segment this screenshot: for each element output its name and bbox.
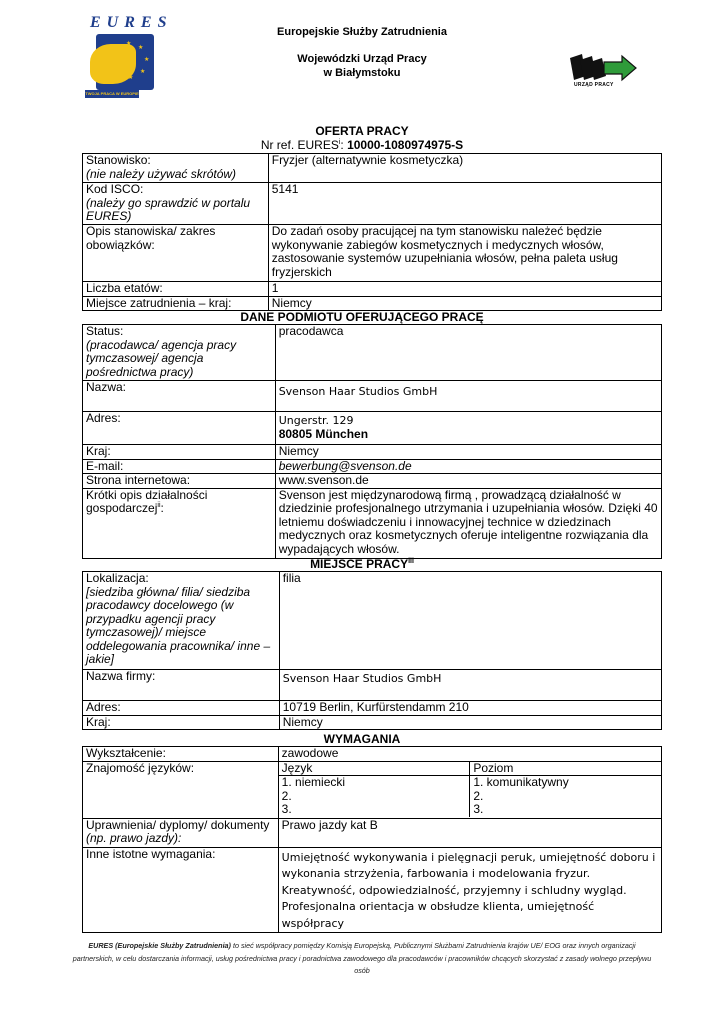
isco-value: 5141 (268, 183, 661, 225)
header-line-1: Europejskie Służby Zatrudnienia (277, 26, 447, 38)
employer-section-title: DANE PODMIOTU OFERUJĄCEGO PRACĘ (240, 310, 484, 324)
offer-title: OFERTA PRACY (315, 124, 409, 138)
activity-value: Svenson jest międzynarodową firmą , prowadzącą działalność w dziedzinie profesjonalnego utrzymania i uzupełniania włosów. Dzięki 40 letniemu doświadczeniu i innowacyjnej technice w dziedzinach medycznych oraz kosmetycznych oferuje inteligentne rozwiązania dla wypadających włosów. (275, 488, 661, 558)
position-label: Stanowisko: (86, 153, 151, 167)
workplace-country-label: Kraj: (83, 715, 280, 730)
status-value: pracodawca (275, 325, 661, 381)
footer-lead: EURES (Europejskie Służby Zatrudnienia) (88, 941, 231, 950)
level-col-header: Poziom (470, 762, 661, 776)
workplace-table (82, 571, 662, 730)
other-requirements-value: Umiejętność wykonywania i pielęgnacji peruk, umiejętność doboru i wykonania strzyżenia, farbowania i modelowania fryzur. Kreatywność, odpowiedzialność, przyjemny i schludny wygląd. Profesjonalna orientacja w obsłudze klienta, umiejętność współpracy (278, 847, 661, 933)
workplace-footnote: iii (408, 558, 414, 565)
employer-address-street: Ungerstr. 129 (278, 414, 354, 427)
company-value: Svenson Haar Studios GmbH (279, 670, 661, 701)
position-note: (nie należy używać skrótów) (86, 166, 237, 181)
activity-colon: : (160, 501, 164, 515)
ref-label: Nr ref. EURES (260, 138, 339, 152)
duties-value: Do zadań osoby pracującej na tym stanowisku należeć będzie wykonywanie zabiegów kosmetycznych i medycznych włosów, zastosowanie systemów uzupełniania włosów, pełna paleta usług fryzjerskich (268, 225, 661, 282)
footer-text: to sieć współpracy pomiędzy Komisją Europejską, Publicznymi Służbami Zatrudnienia krajów UE/ EOG oraz innych organizacji partnerskich, w celu dostarczania informacji, usług pośrednictwa pracy i poradnictwa zawodowego dla pracodawców i pracowników chcących skorzystać z zasady wolnego przepływu osób (72, 941, 652, 975)
website-label: Strona internetowa: (83, 474, 276, 489)
job-country-label: Miejsce zatrudnienia – kraj: (83, 296, 269, 311)
location-value: filia (279, 572, 661, 670)
email-value[interactable]: bewerbung@svenson.de (275, 459, 661, 474)
duties-label: Opis stanowiska/ zakres obowiązków: (83, 225, 269, 282)
level-item: 3. (473, 802, 484, 816)
location-label: Lokalizacja: (86, 571, 149, 585)
languages-label: Znajomość języków: (83, 761, 279, 818)
job-country-value: Niemcy (268, 296, 661, 311)
requirements-table (82, 746, 662, 933)
offer-reference: Nr ref. EURES$^i$: 10000-1080974975-S (260, 138, 464, 152)
location-note: [siedziba główna/ filia/ siedziba pracodawcy docelowego (w przypadku agencji pracy tymczasowej)/ miejsce oddelegowania pracownika/ inne – jakie] (86, 584, 271, 666)
header-line-3: w Białymstoku (323, 67, 401, 79)
website-value[interactable]: www.svenson.de (275, 474, 661, 489)
licenses-label: Uprawnienia/ dyplomy/ dokumenty (86, 817, 270, 832)
workplace-title: MIEJSCE PRACY (310, 557, 409, 571)
workplace-section-title (0, 557, 724, 571)
fte-label: Liczba etatów: (83, 282, 269, 297)
position-value: Fryzjer (alternatywnie kosmetyczka) (268, 154, 661, 183)
employer-name-value: Svenson Haar Studios GmbH (275, 381, 661, 412)
other-requirements-label: Inne istotne wymagania: (83, 847, 279, 933)
employer-name-label: Nazwa: (83, 381, 276, 412)
footer-note (70, 940, 654, 978)
fte-value: 1 (268, 282, 661, 297)
ref-number: 10000-1080974975-S (347, 138, 464, 152)
status-note: (pracodawca/ agencja pracy tymczasowej/ agencja pośrednictwa pracy) (86, 337, 237, 379)
licenses-value: Prawo jazdy kat B (278, 818, 661, 847)
urzad-pracy-caption: URZĄD PRACY (574, 82, 614, 88)
education-value: zawodowe (278, 747, 661, 762)
activity-footnote: ii (157, 502, 161, 509)
eures-logo: ★ ★ ★ ★ ★ EURES TWOJA PRACA W EUROPIE (85, 14, 173, 96)
status-label: Status: (86, 324, 124, 338)
eures-logo-caption: TWOJA PRACA W EUROPIE (85, 91, 139, 96)
company-label: Nazwa firmy: (83, 670, 280, 701)
employer-address-label: Adres: (83, 412, 276, 445)
workplace-country-value: Niemcy (279, 715, 661, 730)
language-item: 3. (281, 802, 292, 816)
level-item: 1. komunikatywny (473, 775, 569, 789)
isco-note: (należy go sprawdzić w portalu EURES) (86, 195, 251, 223)
activity-label: Krótki opis działalności gospodarczej (86, 487, 208, 515)
header-line-2: Wojewódzki Urząd Pracy (297, 53, 427, 65)
email-label: E-mail: (83, 459, 276, 474)
job-table (82, 153, 662, 311)
language-item: 2. (281, 788, 292, 803)
education-label: Wykształcenie: (83, 747, 279, 762)
requirements-section-title: WYMAGANIA (323, 732, 401, 746)
ref-footnote: i (338, 139, 341, 146)
employer-table (82, 324, 662, 559)
employer-address-city: 80805 München (278, 426, 369, 441)
language-item: 1. niemiecki (281, 775, 346, 789)
workplace-address-value: 10719 Berlin, Kurfürstendamm 210 (279, 701, 661, 716)
language-col-header: Język (279, 762, 470, 776)
eures-logo-text: EURES (90, 14, 173, 31)
level-item: 2. (473, 788, 484, 803)
employer-country-label: Kraj: (83, 445, 276, 460)
workplace-address-label: Adres: (83, 701, 280, 716)
licenses-note: (np. prawo jazdy): (86, 831, 182, 845)
languages-table (279, 762, 661, 817)
isco-label: Kod ISCO: (86, 182, 144, 196)
employer-country-value: Niemcy (275, 445, 661, 460)
